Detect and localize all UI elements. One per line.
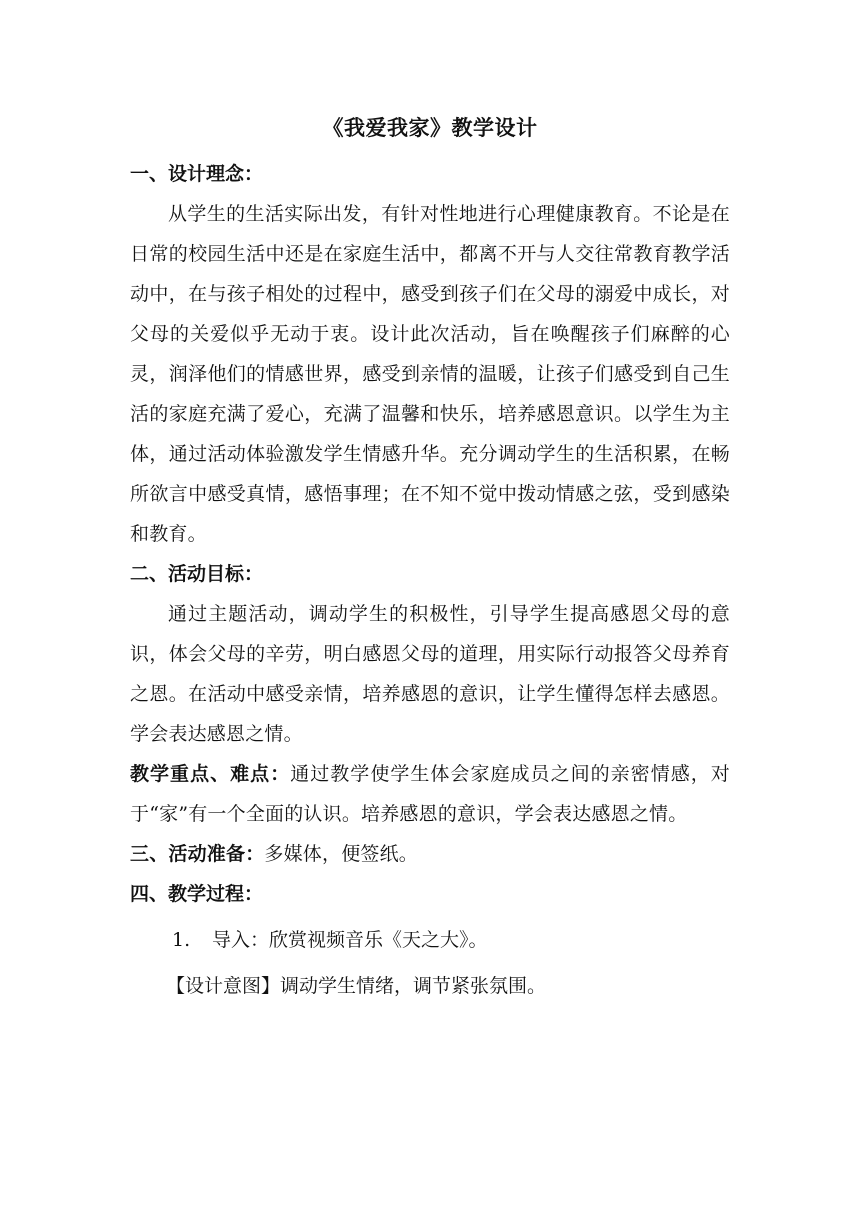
design-concept-paragraph: 从学生的生活实际出发，有针对性地进行心理健康教育。不论是在日常的校园生活中还是在家庭生活中，都离不开与人交往常教育教学活动中，在与孩子相处的过程中，感受到孩子们在父母的溺爱中成长，对父母的关爱似乎无动于衷。设计此次活动，旨在唤醒孩子们麻醉的心灵，润泽他们的情感世界，感受到亲情的温暖，让孩子们感受到自己生活的家庭充满了爱心，充满了温馨和快乐，培养感恩意识。以学生为主体，通过活动体验激发学生情感升华。充分调动学生的生活积累，在畅所欲言中感受真情，感悟事理；在不知不觉中拨动情感之弦，受到感染和教育。 <box>130 203 730 545</box>
activity-preparation-paragraph <box>130 834 730 874</box>
activity-preparation-text: 多媒体，便签纸。 <box>264 843 419 865</box>
list-item-text: 导入：欣赏视频音乐《天之大》。 <box>212 929 488 951</box>
document-title: 《我爱我家》教学设计 <box>322 115 538 140</box>
document-page <box>130 112 730 1006</box>
list-item-number: 1. <box>172 929 191 951</box>
list-item <box>130 920 730 960</box>
design-intent-note: 【设计意图】调动学生情绪，调节紧张氛围。 <box>166 975 547 997</box>
section-heading-activity-goals: 二、活动目标： <box>130 563 264 585</box>
key-points-label: 教学重点、难点： <box>130 763 291 785</box>
section-heading-design-concept: 一、设计理念： <box>130 163 264 185</box>
activity-goals-paragraph: 通过主题活动，调动学生的积极性，引导学生提高感恩父母的意识，体会父母的辛劳，明白感恩父母的道理，用实际行动报答父母养育之恩。在活动中感受亲情，培养感恩的意识，让学生懂得怎样去感恩。学会表达感恩之情。 <box>130 603 730 745</box>
activity-preparation-label: 三、活动准备： <box>130 843 265 865</box>
key-points-paragraph <box>130 754 730 834</box>
section-heading-teaching-process: 四、教学过程： <box>130 883 264 905</box>
key-points-text: 通过教学使学生体会家庭成员之间的亲密情感，对于“家”有一个全面的认识。培养感恩的意识，学会表达感恩之情。 <box>130 763 730 825</box>
